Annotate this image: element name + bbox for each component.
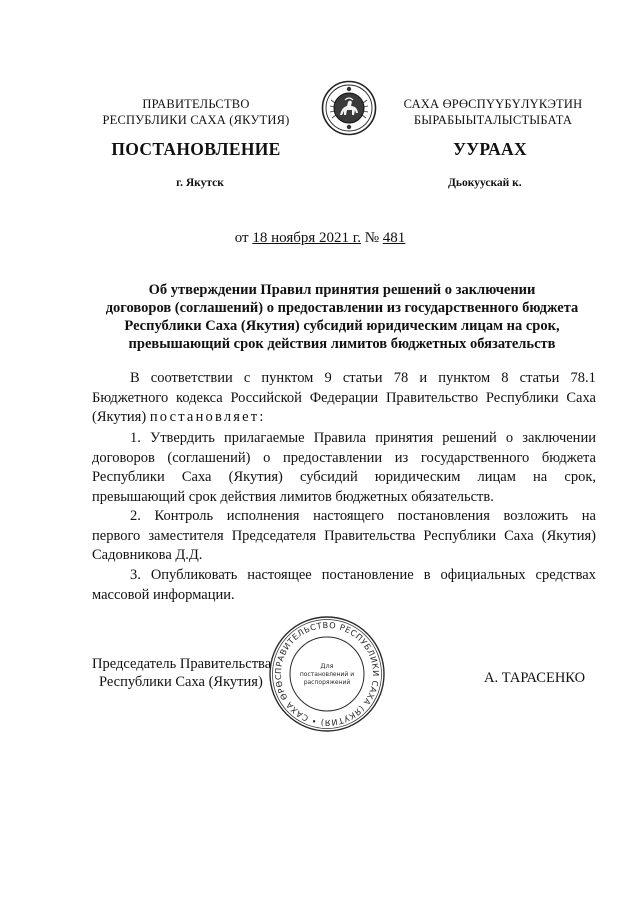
word: Утвердить [149, 430, 215, 446]
word: пунктом [438, 370, 491, 386]
preamble-paragraph [92, 369, 596, 428]
word: 9 [324, 370, 332, 386]
word: на [533, 469, 548, 486]
word: Контроль [154, 508, 214, 524]
word: о [505, 430, 514, 446]
word: исполнения [226, 508, 300, 524]
official-seal-stamp [268, 615, 386, 733]
word: первого [92, 527, 141, 544]
item-2-line-3: Садовникова Д.Д. [92, 547, 203, 564]
word: бюджета [541, 449, 596, 466]
title-line: договоров (соглашений) о предоставлении из государственного бюджета [105, 300, 579, 316]
word: принятия [375, 430, 434, 446]
word: 8 [501, 370, 509, 386]
word: постановления [397, 508, 490, 524]
title-line: Об утверждении Правил принятия решений о заключении [148, 282, 536, 298]
word: (Якутия) [228, 469, 283, 486]
word: средствах [535, 567, 596, 583]
resolves-word: постановляет [149, 409, 260, 426]
word: на [581, 508, 596, 524]
item-3-line-2: массовой информации. [92, 586, 235, 603]
date-prefix: от [234, 230, 253, 246]
word: 78 [393, 370, 409, 386]
word: заместителя [148, 527, 224, 544]
word: настоящего [313, 508, 384, 524]
header-left-line-1: ПРАВИТЕЛЬСТВО [142, 97, 250, 111]
word: в [423, 567, 431, 583]
word: Бюджетного [92, 389, 169, 406]
document-title [80, 281, 604, 353]
preamble-line-1 [92, 369, 596, 389]
word: Федерации [309, 389, 379, 406]
word: Российской [230, 389, 302, 406]
word: договоров [92, 449, 155, 466]
preamble-line-3-end: : [259, 409, 264, 426]
title-line: Республики Саха (Якутия) субсидий юридическим лицам на срок, [124, 318, 560, 334]
word: заключении [522, 430, 596, 446]
word: 1. [130, 430, 141, 446]
document-number: 481 [382, 230, 406, 246]
header-left [96, 96, 296, 128]
word: кодекса [176, 389, 223, 406]
header-right-line-2: БЫРАБЫЫТАЛЫСТЫБАТА [413, 113, 573, 127]
word: субсидий [299, 469, 358, 486]
word: Правительства [324, 527, 416, 544]
word: решений [442, 430, 497, 446]
document-date: 18 ноября 2021 г. [252, 230, 361, 246]
header-right [388, 96, 598, 128]
word: срок, [564, 469, 596, 486]
word: статьи [519, 370, 560, 386]
document-type-right: УУРААХ [453, 139, 527, 159]
word: Правительство [385, 389, 479, 406]
word: из [394, 449, 409, 466]
word: настоящее [247, 567, 312, 583]
word: 2. [130, 508, 141, 524]
word: Республики [423, 527, 497, 544]
seal-center-line-1: Для [320, 662, 334, 670]
seal-ring-text: ПРАВИТЕЛЬСТВО РЕСПУБЛИКИ САХА (ЯКУТИЯ) • САХА ӨРӨС [272, 619, 382, 729]
coat-of-arms-emblem-icon [321, 80, 377, 136]
word: о [263, 449, 271, 466]
header-right-line-1: САХА ӨРӨСПҮҮБҮЛҮКЭТИН [403, 97, 583, 111]
item-1-line-3 [92, 468, 596, 488]
word: пунктом [261, 370, 314, 386]
preamble-line-3 [92, 408, 596, 428]
word: (соглашений) [167, 449, 251, 466]
word: Саха [504, 527, 534, 544]
word: Республики [485, 389, 559, 406]
city-left: г. Якутск [176, 177, 224, 189]
seal-center-line-3: распоряжений [303, 679, 351, 686]
word: В [130, 370, 140, 386]
word: Саха [566, 389, 596, 406]
word: постановление [321, 567, 414, 583]
document-type-left: ПОСТАНОВЛЕНИЕ [111, 139, 281, 159]
word: статьи [342, 370, 383, 386]
word: прилагаемые [223, 430, 305, 446]
item-3-line-1 [92, 566, 596, 586]
word: (Якутия) [541, 527, 596, 544]
seal-center-line-2: постановлений и [299, 671, 355, 678]
item-2-paragraph [92, 507, 596, 566]
item-2-line-2 [92, 527, 596, 547]
item-1-line-2 [92, 449, 596, 469]
word: государственного [420, 449, 530, 466]
preamble-line-3-start: (Якутия) [92, 409, 150, 426]
signatory-name: А. ТАРАСЕНКО [484, 670, 586, 686]
word: и [419, 370, 428, 386]
word: Опубликовать [150, 567, 238, 583]
word: предоставлении [282, 449, 383, 466]
word: Республики [92, 469, 165, 486]
preamble-line-2 [92, 389, 596, 409]
word: юридическим [374, 469, 461, 486]
item-1-line-1 [92, 429, 596, 449]
word: соответствии [150, 370, 233, 386]
word: Правила [313, 430, 367, 446]
word: официальных [440, 567, 526, 583]
title-line: превышающий срок действия лимитов бюджетных обязательств [128, 336, 556, 352]
signatory-position [92, 655, 271, 691]
item-3-paragraph [92, 566, 596, 605]
word: 3. [130, 567, 141, 583]
header-left-line-2: РЕСПУБЛИКИ САХА (ЯКУТИЯ) [102, 113, 290, 127]
item-1-line-4: превышающий срок действия лимитов бюджетных обязательств. [92, 489, 494, 506]
word: возложить [503, 508, 569, 524]
signatory-position-line-1: Председатель Правительства [92, 656, 272, 672]
word: Саха [181, 469, 212, 486]
word: Председателя [231, 527, 317, 544]
word: 78.1 [570, 370, 596, 386]
city-right: Дьокуускай к. [448, 177, 522, 189]
signatory-position-line-2: Республики Саха (Якутия) [99, 674, 263, 690]
word: лицам [477, 469, 516, 486]
word: с [243, 370, 251, 386]
number-label: № [360, 230, 383, 246]
item-1-paragraph [92, 429, 596, 508]
item-2-line-1 [92, 507, 596, 527]
date-number-line [0, 230, 640, 247]
